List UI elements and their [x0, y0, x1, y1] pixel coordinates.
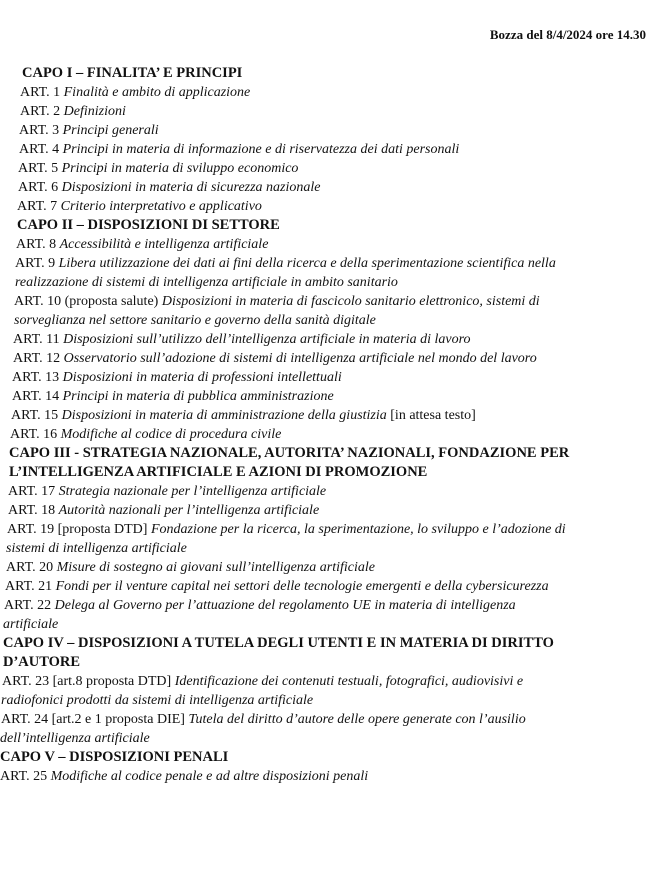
article-entry — [13, 330, 666, 349]
article-entry-continued — [3, 615, 666, 634]
chapter-heading: CAPO V – DISPOSIZIONI PENALI — [0, 749, 229, 765]
article-number: ART. 1 — [20, 85, 61, 100]
article-title: artificiale — [3, 617, 59, 632]
article-title: dell’intelligenza artificiale — [0, 731, 150, 746]
article-title: Libera utilizzazione dei dati ai fini della ricerca e della sperimentazione scientifica nella — [58, 256, 556, 271]
article-entry — [20, 83, 666, 102]
article-entry — [1, 710, 666, 729]
article-title: sorveglianza nel settore sanitario e governo della sanità digitale — [14, 313, 376, 328]
article-entry — [11, 406, 666, 425]
article-number: ART. 19 — [7, 522, 55, 537]
article-title: Modifiche al codice di procedura civile — [60, 427, 282, 442]
article-entry — [7, 520, 666, 539]
article-number: ART. 21 — [5, 579, 53, 594]
article-number: ART. 17 — [8, 484, 56, 499]
article-number: ART. 7 — [17, 199, 58, 214]
article-number: ART. 4 — [19, 142, 60, 157]
article-title: radiofonici prodotti da sistemi di intelligenza artificiale — [1, 693, 314, 708]
article-entry — [15, 254, 666, 273]
article-entry — [0, 767, 666, 786]
article-title: Osservatorio sull’adozione di sistemi di intelligenza artificiale nel mondo del lavoro — [63, 351, 537, 366]
article-title: sistemi di intelligenza artificiale — [6, 541, 187, 556]
article-title: Identificazione dei contenuti testuali, fotografici, audiovisivi e — [174, 674, 524, 689]
article-title: Definizioni — [63, 104, 126, 119]
article-note: [art.8 proposta DTD] — [52, 674, 172, 689]
article-title: Criterio interpretativo e applicativo — [60, 199, 262, 214]
article-note: [in attesa testo] — [390, 408, 476, 423]
article-title: Disposizioni in materia di fascicolo sanitario elettronico, sistemi di — [161, 294, 540, 309]
article-entry — [8, 482, 666, 501]
article-entry — [12, 387, 666, 406]
article-number: ART. 25 — [0, 769, 48, 784]
article-title: Principi in materia di pubblica amministrazione — [62, 389, 334, 404]
article-entry — [2, 672, 666, 691]
article-number: ART. 12 — [13, 351, 61, 366]
article-entry-continued — [6, 539, 666, 558]
article-title: Disposizioni in materia di sicurezza nazionale — [61, 180, 321, 195]
article-entry — [10, 425, 666, 444]
article-note: [proposta DTD] — [57, 522, 148, 537]
article-title: realizzazione di sistemi di intelligenza artificiale in ambito sanitario — [15, 275, 398, 290]
article-entry — [16, 235, 666, 254]
article-number: ART. 16 — [10, 427, 58, 442]
article-number: ART. 5 — [18, 161, 59, 176]
article-number: ART. 20 — [6, 560, 54, 575]
article-number: ART. 10 — [14, 294, 62, 309]
article-title: Principi in materia di informazione e di riservatezza dei dati personali — [62, 142, 460, 157]
article-entry — [18, 178, 666, 197]
article-number: ART. 11 — [13, 332, 60, 347]
article-number: ART. 15 — [11, 408, 59, 423]
article-note: [art.2 e 1 proposta DIE] — [51, 712, 185, 727]
chapter-heading: CAPO I – FINALITA’ E PRINCIPI — [22, 65, 243, 81]
draft-date: Bozza del 8/4/2024 ore 14.30 — [489, 27, 646, 42]
article-number: ART. 13 — [12, 370, 60, 385]
article-note: (proposta salute) — [64, 294, 159, 309]
article-number: ART. 8 — [16, 237, 57, 252]
article-title: Fondi per il venture capital nei settori delle tecnologie emergenti e della cybersicurezza — [55, 579, 549, 594]
chapter-heading-continued: D’AUTORE — [3, 654, 81, 670]
article-number: ART. 22 — [4, 598, 52, 613]
chapter-heading: CAPO II – DISPOSIZIONI DI SETTORE — [17, 217, 280, 233]
article-title: Principi generali — [62, 123, 159, 138]
article-entry — [19, 140, 666, 159]
chapter-heading: CAPO III - STRATEGIA NAZIONALE, AUTORITA’ NAZIONALI, FONDAZIONE PER — [9, 445, 570, 461]
article-entry — [17, 197, 666, 216]
article-number: ART. 18 — [8, 503, 56, 518]
article-title: Misure di sostegno ai giovani sull’intelligenza artificiale — [56, 560, 375, 575]
article-number: ART. 24 — [1, 712, 49, 727]
article-title: Delega al Governo per l’attuazione del regolamento UE in materia di intelligenza — [54, 598, 516, 613]
article-title: Finalità e ambito di applicazione — [63, 85, 251, 100]
article-title: Accessibilità e intelligenza artificiale — [59, 237, 269, 252]
chapter-heading-continued: L’INTELLIGENZA ARTIFICIALE E AZIONI DI PROMOZIONE — [9, 464, 428, 480]
article-entry — [19, 121, 666, 140]
article-entry-continued — [14, 311, 666, 330]
article-entry — [6, 558, 666, 577]
article-number: ART. 3 — [19, 123, 60, 138]
article-entry — [8, 501, 666, 520]
article-entry — [5, 577, 666, 596]
article-entry — [14, 292, 666, 311]
article-title: Disposizioni in materia di professioni intellettuali — [62, 370, 342, 385]
article-entry — [4, 596, 666, 615]
article-entry — [13, 349, 666, 368]
article-number: ART. 6 — [18, 180, 59, 195]
article-number: ART. 2 — [20, 104, 61, 119]
article-entry-continued — [0, 729, 666, 748]
article-number: ART. 14 — [12, 389, 60, 404]
chapter-heading: CAPO IV – DISPOSIZIONI A TUTELA DEGLI UTENTI E IN MATERIA DI DIRITTO — [3, 635, 554, 651]
article-title: Fondazione per la ricerca, la sperimentazione, lo sviluppo e l’adozione di — [150, 522, 566, 537]
article-number: ART. 9 — [15, 256, 56, 271]
article-entry — [20, 102, 666, 121]
article-entry — [18, 159, 666, 178]
article-title: Principi in materia di sviluppo economico — [61, 161, 299, 176]
article-title: Disposizioni in materia di amministrazione della giustizia — [61, 408, 387, 423]
article-title: Autorità nazionali per l’intelligenza artificiale — [58, 503, 320, 518]
article-entry-continued — [1, 691, 666, 710]
article-title: Modifiche al codice penale e ad altre disposizioni penali — [50, 769, 369, 784]
article-entry-continued — [15, 273, 666, 292]
article-title: Strategia nazionale per l’intelligenza artificiale — [58, 484, 327, 499]
table-of-contents — [0, 64, 666, 786]
article-entry — [12, 368, 666, 387]
article-title: Disposizioni sull’utilizzo dell’intelligenza artificiale in materia di lavoro — [63, 332, 471, 347]
article-title: Tutela del diritto d’autore delle opere generate con l’ausilio — [188, 712, 526, 727]
article-number: ART. 23 — [2, 674, 50, 689]
